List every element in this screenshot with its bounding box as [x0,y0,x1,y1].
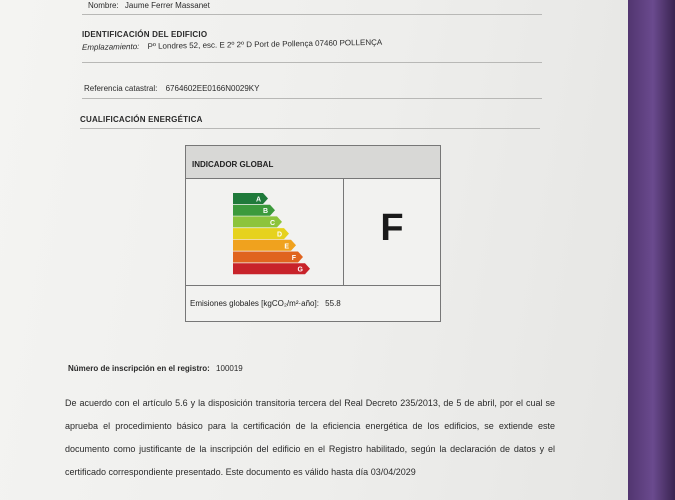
energy-bar-label-c: C [269,219,275,227]
energy-bar-a [233,193,268,204]
indicador-header [186,146,440,179]
identificacion-title: IDENTIFICACIÓN DEL EDIFICIO [82,30,208,39]
energy-scale-chart [186,179,343,285]
referencia-label: Referencia catastral: [84,84,158,93]
divider [82,98,542,99]
validity-paragraph: De acuerdo con el artículo 5.6 y la disposición transitoria tercera del Real Decreto 235/2013, de 5 de abril, por el cual se aprueba el procedimiento básico para la certificación de la eficiencia energética de los edificios, se extiende este documento como justificante de la inscripción del edificio en el Registro habilitado, según la declaración de datos y el certificado correspondiente presentado. Este documento es válido hasta día 03/04/2029 [65,398,555,477]
emisiones-label: Emisiones globales [kgCO₂/m²·año]: [190,299,319,308]
energy-bar-label-a: A [255,196,261,204]
energy-bar-label-e: E [284,243,289,251]
rating-letter: F [380,207,404,249]
calificacion-title: CUALIFICACIÓN ENERGÉTICA [80,115,203,124]
referencia-row [84,84,259,93]
energy-scale-panel [186,179,344,285]
referencia-value: 6764602EE0166N0029KY [165,84,260,93]
energy-bar-label-g: G [297,266,303,274]
emplazamiento-value: Pº Londres 52, esc. E 2º 2º D Port de Pollença 07460 POLLENÇA [147,37,383,51]
indicador-title: INDICADOR GLOBAL [192,160,274,169]
energy-bar-b [233,205,275,216]
background-purple [620,0,675,500]
nombre-label: Nombre: [88,1,119,10]
nombre-value: Jaume Ferrer Massanet [124,1,210,10]
nombre-row [88,1,210,10]
registro-row [68,364,243,373]
emplazamiento-row [82,38,382,52]
emplazamiento-label: Emplazamiento: [81,41,140,52]
registro-label: Número de inscripción en el registro: [68,364,210,373]
divider [82,14,542,15]
energy-bar-label-f: F [291,255,296,262]
energy-bar-label-d: D [276,231,282,239]
emisiones-value: 55.8 [325,299,341,308]
rating-panel [344,179,440,285]
divider [82,62,542,63]
emisiones-row [186,285,440,322]
registro-value: 100019 [216,364,243,373]
energy-bar-label-b: B [262,208,268,216]
divider [80,128,540,129]
indicador-global-box [185,145,441,322]
